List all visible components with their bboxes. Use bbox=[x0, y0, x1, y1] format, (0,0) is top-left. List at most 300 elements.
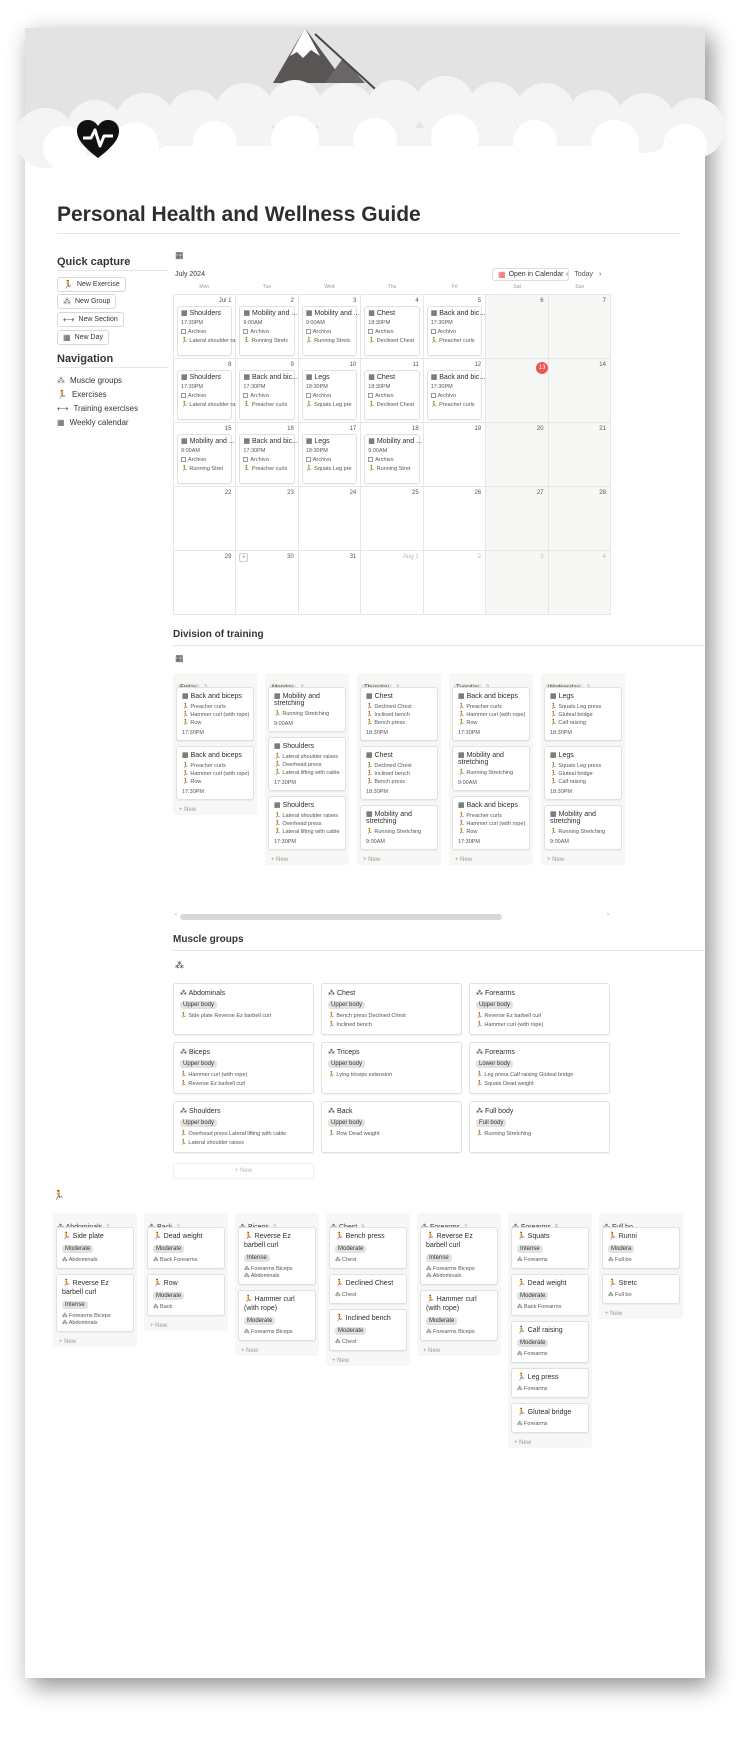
event-time: 9:00AM bbox=[243, 320, 263, 326]
muscle-group-card[interactable] bbox=[321, 983, 462, 1035]
new-card-button[interactable]: + New bbox=[514, 1440, 532, 1446]
training-card[interactable] bbox=[544, 687, 622, 741]
event-tags bbox=[431, 338, 478, 344]
event-tags bbox=[181, 338, 236, 344]
exercise-tag-text: Inclined bench bbox=[374, 771, 410, 777]
nav-item-muscle-groups[interactable] bbox=[57, 376, 122, 385]
calendar-event[interactable] bbox=[302, 370, 357, 420]
exercise-tag-line bbox=[180, 1012, 307, 1021]
checkbox-icon[interactable] bbox=[368, 457, 373, 462]
exercise-tag-line bbox=[458, 813, 524, 819]
calendar-day-cell[interactable] bbox=[549, 359, 611, 423]
event-checkbox-row bbox=[243, 457, 290, 463]
exercise-tag-text: Preacher curls bbox=[466, 813, 502, 819]
checkbox-label: Archivo bbox=[375, 393, 394, 399]
runner-icon: 🏃 bbox=[180, 1131, 189, 1137]
exercise-tag-line bbox=[550, 720, 616, 726]
runner-icon: 🏃 bbox=[182, 704, 191, 710]
calendar-day-cell[interactable] bbox=[424, 423, 486, 487]
day-number: 29 bbox=[224, 554, 232, 560]
horizontal-scrollbar[interactable] bbox=[180, 914, 502, 920]
checkbox-icon[interactable] bbox=[181, 329, 186, 334]
exercise-card[interactable] bbox=[420, 1227, 498, 1285]
runner-icon: 🏃 bbox=[366, 720, 375, 726]
exercise-tag-text: Hammer curl (with rope) bbox=[466, 712, 526, 718]
new-section-button[interactable] bbox=[57, 312, 124, 327]
calendar-day-cell[interactable] bbox=[299, 423, 361, 487]
card-title bbox=[476, 1048, 603, 1056]
card-title bbox=[335, 1279, 401, 1288]
weekday-label: Wed bbox=[324, 284, 335, 290]
exercise-card[interactable] bbox=[238, 1227, 316, 1285]
nav-item-training-exercises[interactable] bbox=[57, 404, 138, 413]
calendar-db-icon[interactable]: ▦ bbox=[175, 250, 184, 260]
scroll-right-icon[interactable]: › bbox=[607, 912, 609, 918]
checkbox-icon[interactable] bbox=[306, 393, 311, 398]
exercise-tag-line bbox=[458, 770, 524, 776]
event-time: 18:30PM bbox=[368, 384, 391, 390]
column-header[interactable] bbox=[265, 673, 349, 687]
checkbox-icon[interactable] bbox=[368, 393, 373, 398]
intensity-tag: Moderate bbox=[153, 1245, 184, 1253]
calendar-day-cell[interactable] bbox=[361, 551, 423, 615]
training-card[interactable] bbox=[360, 805, 438, 850]
calendar-day-cell[interactable] bbox=[424, 551, 486, 615]
calendar-day-cell[interactable] bbox=[174, 423, 236, 487]
calendar-event[interactable] bbox=[364, 434, 422, 484]
runner-icon: 🏃 bbox=[550, 771, 559, 777]
new-card-button[interactable]: + New bbox=[455, 857, 473, 863]
add-event-icon[interactable]: + bbox=[239, 553, 248, 562]
runner-icon: 🏃 bbox=[182, 779, 191, 785]
checkbox-label: Archivo bbox=[312, 457, 332, 463]
intensity-tag: Moderate bbox=[244, 1317, 275, 1325]
exercise-card[interactable] bbox=[238, 1290, 316, 1341]
card-title bbox=[182, 692, 248, 700]
checkbox-icon[interactable] bbox=[243, 329, 248, 334]
muscle-group-card[interactable] bbox=[173, 1042, 314, 1094]
new-card-button[interactable]: + New bbox=[241, 1348, 259, 1354]
runner-icon: 🏃 bbox=[328, 1022, 337, 1028]
calendar-icon: ▦ bbox=[63, 332, 71, 342]
muscle-group-text: Back Forearms bbox=[160, 1257, 198, 1263]
exercise-card[interactable] bbox=[147, 1274, 225, 1316]
training-card[interactable] bbox=[452, 746, 530, 791]
muscle-groups-heading: Muscle groups bbox=[173, 934, 244, 945]
new-muscle-group-button[interactable]: + New bbox=[173, 1163, 314, 1179]
calendar-day-cell[interactable] bbox=[486, 551, 548, 615]
runner-db-icon[interactable]: 🏃 bbox=[53, 1190, 65, 1200]
calendar-event[interactable] bbox=[302, 306, 360, 356]
event-title-text: Back and bic... bbox=[439, 374, 486, 381]
runner-icon: 🏃 bbox=[335, 1315, 346, 1322]
exercise-tag-line bbox=[366, 720, 432, 726]
day-number: 3 bbox=[540, 554, 544, 560]
new-card-button[interactable]: + New bbox=[423, 1348, 441, 1354]
nav-item-label: Weekly calendar bbox=[69, 418, 129, 427]
muscle-group-text: Forearms Biceps bbox=[433, 1329, 475, 1335]
training-card[interactable] bbox=[268, 796, 346, 850]
training-card[interactable] bbox=[268, 687, 346, 732]
checkbox-icon[interactable] bbox=[368, 329, 373, 334]
calendar-event[interactable] bbox=[427, 370, 486, 420]
nav-item-label: Exercises bbox=[71, 390, 107, 399]
runner-icon: 🏃 bbox=[366, 771, 375, 777]
weekday-label: Fri bbox=[451, 284, 458, 290]
card-title bbox=[366, 810, 432, 825]
checkbox-icon[interactable] bbox=[181, 457, 186, 462]
muscle-group-card[interactable] bbox=[321, 1042, 462, 1094]
calendar-event[interactable] bbox=[364, 306, 419, 356]
card-title-text: Hammer curl (with rope) bbox=[244, 1296, 295, 1312]
board-column bbox=[508, 1213, 592, 1448]
card-time: 9:00AM bbox=[274, 721, 293, 727]
new-exercise-button[interactable] bbox=[57, 277, 126, 292]
training-card[interactable] bbox=[176, 746, 254, 800]
group-db-icon[interactable]: ⁂ bbox=[175, 960, 184, 970]
exercise-card[interactable] bbox=[56, 1227, 134, 1269]
event-title bbox=[243, 309, 298, 317]
event-title-text: Legs bbox=[314, 438, 330, 445]
calendar-day-cell[interactable] bbox=[236, 487, 298, 551]
calendar-event[interactable] bbox=[427, 306, 486, 356]
card-title-text: Abdominals bbox=[188, 990, 226, 997]
new-section-label: New Section bbox=[78, 316, 118, 323]
muscle-group-card[interactable] bbox=[173, 1101, 314, 1153]
card-title bbox=[517, 1279, 583, 1288]
event-time: 18:30PM bbox=[305, 384, 328, 390]
muscle-group-line bbox=[608, 1257, 674, 1263]
calendar-icon: ▦ bbox=[368, 374, 377, 381]
calendar-day-cell[interactable] bbox=[174, 487, 236, 551]
calendar-day-cell[interactable] bbox=[549, 487, 611, 551]
exercise-card[interactable] bbox=[602, 1274, 680, 1304]
exercise-tag-line bbox=[180, 1080, 307, 1089]
intensity-tag: Intense bbox=[244, 1254, 270, 1262]
board-column bbox=[599, 1213, 683, 1319]
day-number: 11 bbox=[412, 362, 419, 368]
calendar-icon: ▦ bbox=[458, 752, 467, 759]
card-title-text: Dead weight bbox=[163, 1233, 203, 1240]
event-time: 18:30PM bbox=[368, 320, 391, 326]
runner-icon: 🏃 bbox=[62, 1233, 73, 1240]
event-title bbox=[305, 309, 360, 317]
checkbox-label: Archivo bbox=[250, 457, 269, 463]
calendar-icon: ▦ bbox=[550, 811, 559, 818]
card-title bbox=[366, 751, 432, 759]
card-time: 18:30PM bbox=[366, 789, 389, 795]
column-header[interactable] bbox=[541, 673, 625, 687]
runner-icon: 🏃 bbox=[153, 1280, 164, 1287]
group-icon: ⁂ bbox=[517, 1304, 525, 1310]
group-icon: ⁂ bbox=[57, 375, 65, 385]
scroll-left-icon[interactable]: ‹ bbox=[175, 912, 177, 918]
day-number: 24 bbox=[349, 490, 357, 496]
card-title-text: Forearms bbox=[484, 990, 515, 997]
card-time: 18:30PM bbox=[366, 730, 389, 736]
nav-item-weekly-calendar[interactable] bbox=[57, 418, 129, 427]
calendar-day-cell[interactable] bbox=[236, 551, 298, 615]
calendar-day-cell[interactable] bbox=[361, 359, 423, 423]
calendar-day-cell[interactable] bbox=[424, 295, 486, 359]
event-tags-text: Preacher curls bbox=[439, 338, 475, 344]
exercise-tag-text: Lateral shoulder raises bbox=[282, 754, 339, 760]
new-group-button[interactable] bbox=[57, 294, 116, 309]
exercise-tag-line bbox=[182, 720, 248, 726]
event-title bbox=[243, 437, 298, 445]
exercise-card[interactable] bbox=[420, 1290, 498, 1341]
runner-icon: 🏃 bbox=[182, 720, 191, 726]
training-card[interactable] bbox=[360, 746, 438, 800]
exercise-card[interactable] bbox=[511, 1274, 589, 1316]
division-heading: Division of training bbox=[173, 629, 264, 640]
runner-icon: 🏃 bbox=[63, 279, 73, 289]
card-title-text: Hammer curl (with rope) bbox=[426, 1296, 477, 1312]
muscle-group-text: Abdominals bbox=[68, 1320, 98, 1326]
exercise-tag-line bbox=[476, 1021, 603, 1030]
next-month-button[interactable]: › bbox=[599, 271, 602, 278]
prev-month-button[interactable]: ‹ bbox=[566, 271, 569, 278]
runner-icon: 🏃 bbox=[366, 704, 375, 710]
column-header[interactable] bbox=[173, 673, 257, 687]
exercise-card[interactable] bbox=[511, 1403, 589, 1433]
card-time: 9:00AM bbox=[550, 839, 569, 845]
calendar-db-icon[interactable]: ▦ bbox=[175, 653, 184, 663]
muscle-group-line bbox=[608, 1292, 674, 1298]
event-title bbox=[181, 309, 228, 317]
training-card[interactable] bbox=[268, 737, 346, 791]
card-title-text: Back and biceps bbox=[190, 693, 242, 700]
card-title bbox=[182, 751, 248, 759]
muscle-group-card[interactable] bbox=[321, 1101, 462, 1153]
exercise-tag-text: Reverse Ez barbell curl bbox=[484, 1013, 542, 1019]
calendar-day-cell[interactable] bbox=[236, 295, 298, 359]
exercise-tag-line bbox=[328, 1012, 455, 1021]
runner-icon: 🏃 bbox=[305, 466, 315, 472]
muscle-group-card[interactable] bbox=[173, 983, 314, 1035]
calendar-day-cell[interactable] bbox=[361, 295, 423, 359]
calendar-day-cell[interactable] bbox=[299, 359, 361, 423]
card-title bbox=[180, 989, 307, 997]
runner-icon: 🏃 bbox=[368, 402, 377, 408]
calendar-day-cell[interactable] bbox=[549, 295, 611, 359]
calendar-event[interactable] bbox=[177, 370, 236, 420]
training-card[interactable] bbox=[176, 687, 254, 741]
calendar-day-cell[interactable] bbox=[486, 423, 548, 487]
event-checkbox-row bbox=[306, 329, 353, 335]
checkbox-icon[interactable] bbox=[181, 393, 186, 398]
day-number: 23 bbox=[287, 490, 294, 496]
calendar-icon: ▦ bbox=[181, 374, 190, 381]
group-icon: ⁂ bbox=[476, 1108, 485, 1115]
calendar-day-cell[interactable] bbox=[174, 551, 236, 615]
calendar-icon: ▦ bbox=[550, 693, 559, 700]
group-icon: ⁂ bbox=[517, 1257, 525, 1263]
exercise-card[interactable] bbox=[329, 1274, 407, 1304]
calendar-day-cell[interactable] bbox=[299, 487, 361, 551]
training-card[interactable] bbox=[452, 687, 530, 741]
calendar-icon: ▦ bbox=[498, 269, 506, 279]
exercise-tag-line bbox=[366, 712, 432, 718]
calendar-icon: ▦ bbox=[430, 310, 440, 317]
exercise-card[interactable] bbox=[511, 1227, 589, 1269]
column-header[interactable] bbox=[417, 1213, 501, 1227]
calendar-event[interactable] bbox=[239, 370, 298, 420]
event-checkbox-row bbox=[368, 393, 415, 399]
card-title bbox=[274, 692, 340, 707]
calendar-day-cell[interactable] bbox=[299, 551, 361, 615]
column-header[interactable] bbox=[53, 1213, 137, 1227]
muscle-group-line bbox=[244, 1266, 310, 1272]
event-checkbox-row bbox=[431, 393, 478, 399]
calendar-day-cell[interactable] bbox=[424, 359, 486, 423]
card-time: 17:30PM bbox=[458, 839, 481, 845]
column-header[interactable] bbox=[599, 1213, 683, 1227]
card-title bbox=[608, 1279, 674, 1288]
calendar-day-cell[interactable] bbox=[299, 295, 361, 359]
exercise-card[interactable] bbox=[329, 1309, 407, 1351]
training-card[interactable] bbox=[544, 805, 622, 850]
exercise-card[interactable] bbox=[147, 1227, 225, 1269]
open-in-calendar-button[interactable] bbox=[492, 268, 569, 281]
calendar-event[interactable] bbox=[302, 434, 357, 484]
event-title-text: Shoulders bbox=[189, 310, 222, 317]
calendar-event[interactable] bbox=[177, 434, 235, 484]
runner-icon: 🏃 bbox=[328, 1013, 337, 1019]
calendar-day-cell[interactable] bbox=[486, 487, 548, 551]
muscle-group-line bbox=[153, 1257, 219, 1263]
day-number: Jul 1 bbox=[218, 298, 232, 304]
event-checkbox-row bbox=[181, 329, 228, 335]
runner-icon: 🏃 bbox=[517, 1327, 528, 1334]
checkbox-icon[interactable] bbox=[306, 329, 311, 334]
calendar-day-cell[interactable] bbox=[486, 359, 548, 423]
exercise-card[interactable] bbox=[602, 1227, 680, 1269]
muscle-group-card[interactable] bbox=[469, 1042, 610, 1094]
muscle-group-text: Forearms bbox=[524, 1421, 548, 1427]
new-card-button[interactable]: + New bbox=[363, 857, 381, 863]
day-number: 5 bbox=[477, 298, 482, 304]
checkbox-icon[interactable] bbox=[306, 457, 311, 462]
calendar-day-cell[interactable] bbox=[174, 359, 236, 423]
calendar-event[interactable] bbox=[239, 306, 298, 356]
runner-icon: 🏃 bbox=[550, 779, 559, 785]
checkbox-icon[interactable] bbox=[431, 393, 436, 398]
exercise-tag-text: Preacher curls bbox=[190, 763, 226, 769]
new-card-button[interactable]: + New bbox=[179, 807, 197, 813]
column-header[interactable] bbox=[235, 1213, 319, 1227]
checkbox-icon[interactable] bbox=[431, 329, 436, 334]
column-header[interactable] bbox=[508, 1213, 592, 1227]
exercise-tag-line bbox=[366, 763, 432, 769]
exercise-tag-line bbox=[274, 754, 340, 760]
day-number: 8 bbox=[228, 362, 232, 368]
calendar-event[interactable] bbox=[364, 370, 419, 420]
event-time: 17:30PM bbox=[243, 448, 266, 454]
exercise-tag-line bbox=[550, 779, 616, 785]
group-icon: ⁂ bbox=[62, 1320, 69, 1326]
exercise-tag-text: Running Stretching bbox=[466, 770, 514, 776]
card-title bbox=[328, 1107, 455, 1115]
new-card-button[interactable]: + New bbox=[150, 1323, 168, 1329]
muscle-group-text: Forearms bbox=[524, 1386, 548, 1392]
new-card-button[interactable]: + New bbox=[332, 1358, 350, 1364]
exercise-card[interactable] bbox=[56, 1274, 134, 1332]
calendar-icon: ▦ bbox=[57, 417, 65, 427]
runner-icon: 🏃 bbox=[430, 338, 440, 344]
calendar-day-cell[interactable] bbox=[361, 423, 423, 487]
calendar-day-cell[interactable] bbox=[174, 295, 236, 359]
muscle-group-card[interactable] bbox=[469, 1101, 610, 1153]
new-card-button[interactable]: + New bbox=[605, 1311, 623, 1317]
day-number: 31 bbox=[349, 554, 357, 560]
exercise-tag-line bbox=[366, 771, 432, 777]
today-button[interactable]: Today bbox=[574, 271, 594, 278]
exercise-tag-line bbox=[328, 1021, 455, 1030]
checkbox-label: Archivo bbox=[250, 329, 269, 335]
exercise-tag-line bbox=[328, 1071, 455, 1080]
runner-icon: 🏃 bbox=[550, 704, 559, 710]
day-number: 2 bbox=[290, 298, 294, 304]
calendar-day-cell[interactable] bbox=[361, 487, 423, 551]
card-title bbox=[153, 1232, 219, 1241]
new-card-button[interactable]: + New bbox=[271, 857, 289, 863]
calendar-day-cell[interactable] bbox=[486, 295, 548, 359]
division-divider bbox=[173, 645, 705, 646]
column-header[interactable] bbox=[357, 673, 441, 687]
training-card[interactable] bbox=[360, 687, 438, 741]
muscle-group-line bbox=[517, 1304, 583, 1310]
runner-icon: 🏃 bbox=[57, 389, 67, 399]
column-header[interactable] bbox=[326, 1213, 410, 1227]
new-card-button[interactable]: + New bbox=[59, 1339, 77, 1345]
calendar-day-cell[interactable] bbox=[236, 423, 298, 487]
exercise-tag-line bbox=[274, 770, 340, 776]
title-divider bbox=[57, 233, 680, 234]
exercise-tag-text: Running Stretching bbox=[484, 1131, 532, 1137]
body-region-tag: Upper body bbox=[328, 1060, 365, 1068]
calendar-icon: ▦ bbox=[243, 310, 252, 317]
runner-icon: 🏃 bbox=[426, 1296, 437, 1303]
calendar-event[interactable] bbox=[239, 434, 298, 484]
group-icon: ⁂ bbox=[476, 990, 485, 997]
training-card[interactable] bbox=[544, 746, 622, 800]
new-card-button[interactable]: + New bbox=[547, 857, 565, 863]
exercise-card[interactable] bbox=[511, 1321, 589, 1363]
checkbox-icon[interactable] bbox=[243, 393, 248, 398]
runner-icon: 🏃 bbox=[476, 1072, 485, 1078]
event-time: 17:30PM bbox=[430, 384, 453, 390]
muscle-group-card[interactable] bbox=[469, 983, 610, 1035]
calendar-event[interactable] bbox=[177, 306, 236, 356]
board-column bbox=[53, 1213, 137, 1347]
new-day-button[interactable] bbox=[57, 330, 109, 345]
calendar-nav bbox=[566, 271, 601, 278]
exercise-card[interactable] bbox=[511, 1368, 589, 1398]
runner-icon: 🏃 bbox=[182, 771, 191, 777]
calendar-day-cell[interactable] bbox=[549, 551, 611, 615]
exercise-card[interactable] bbox=[329, 1227, 407, 1269]
column-header[interactable] bbox=[144, 1213, 228, 1227]
training-card[interactable] bbox=[452, 796, 530, 850]
column-header[interactable] bbox=[449, 673, 533, 687]
calendar-day-cell[interactable] bbox=[549, 423, 611, 487]
calendar-day-cell[interactable] bbox=[236, 359, 298, 423]
calendar-day-cell[interactable] bbox=[424, 487, 486, 551]
body-region-tag: Upper body bbox=[180, 1060, 217, 1068]
nav-item-exercises[interactable] bbox=[57, 390, 107, 399]
checkbox-icon[interactable] bbox=[243, 457, 248, 462]
